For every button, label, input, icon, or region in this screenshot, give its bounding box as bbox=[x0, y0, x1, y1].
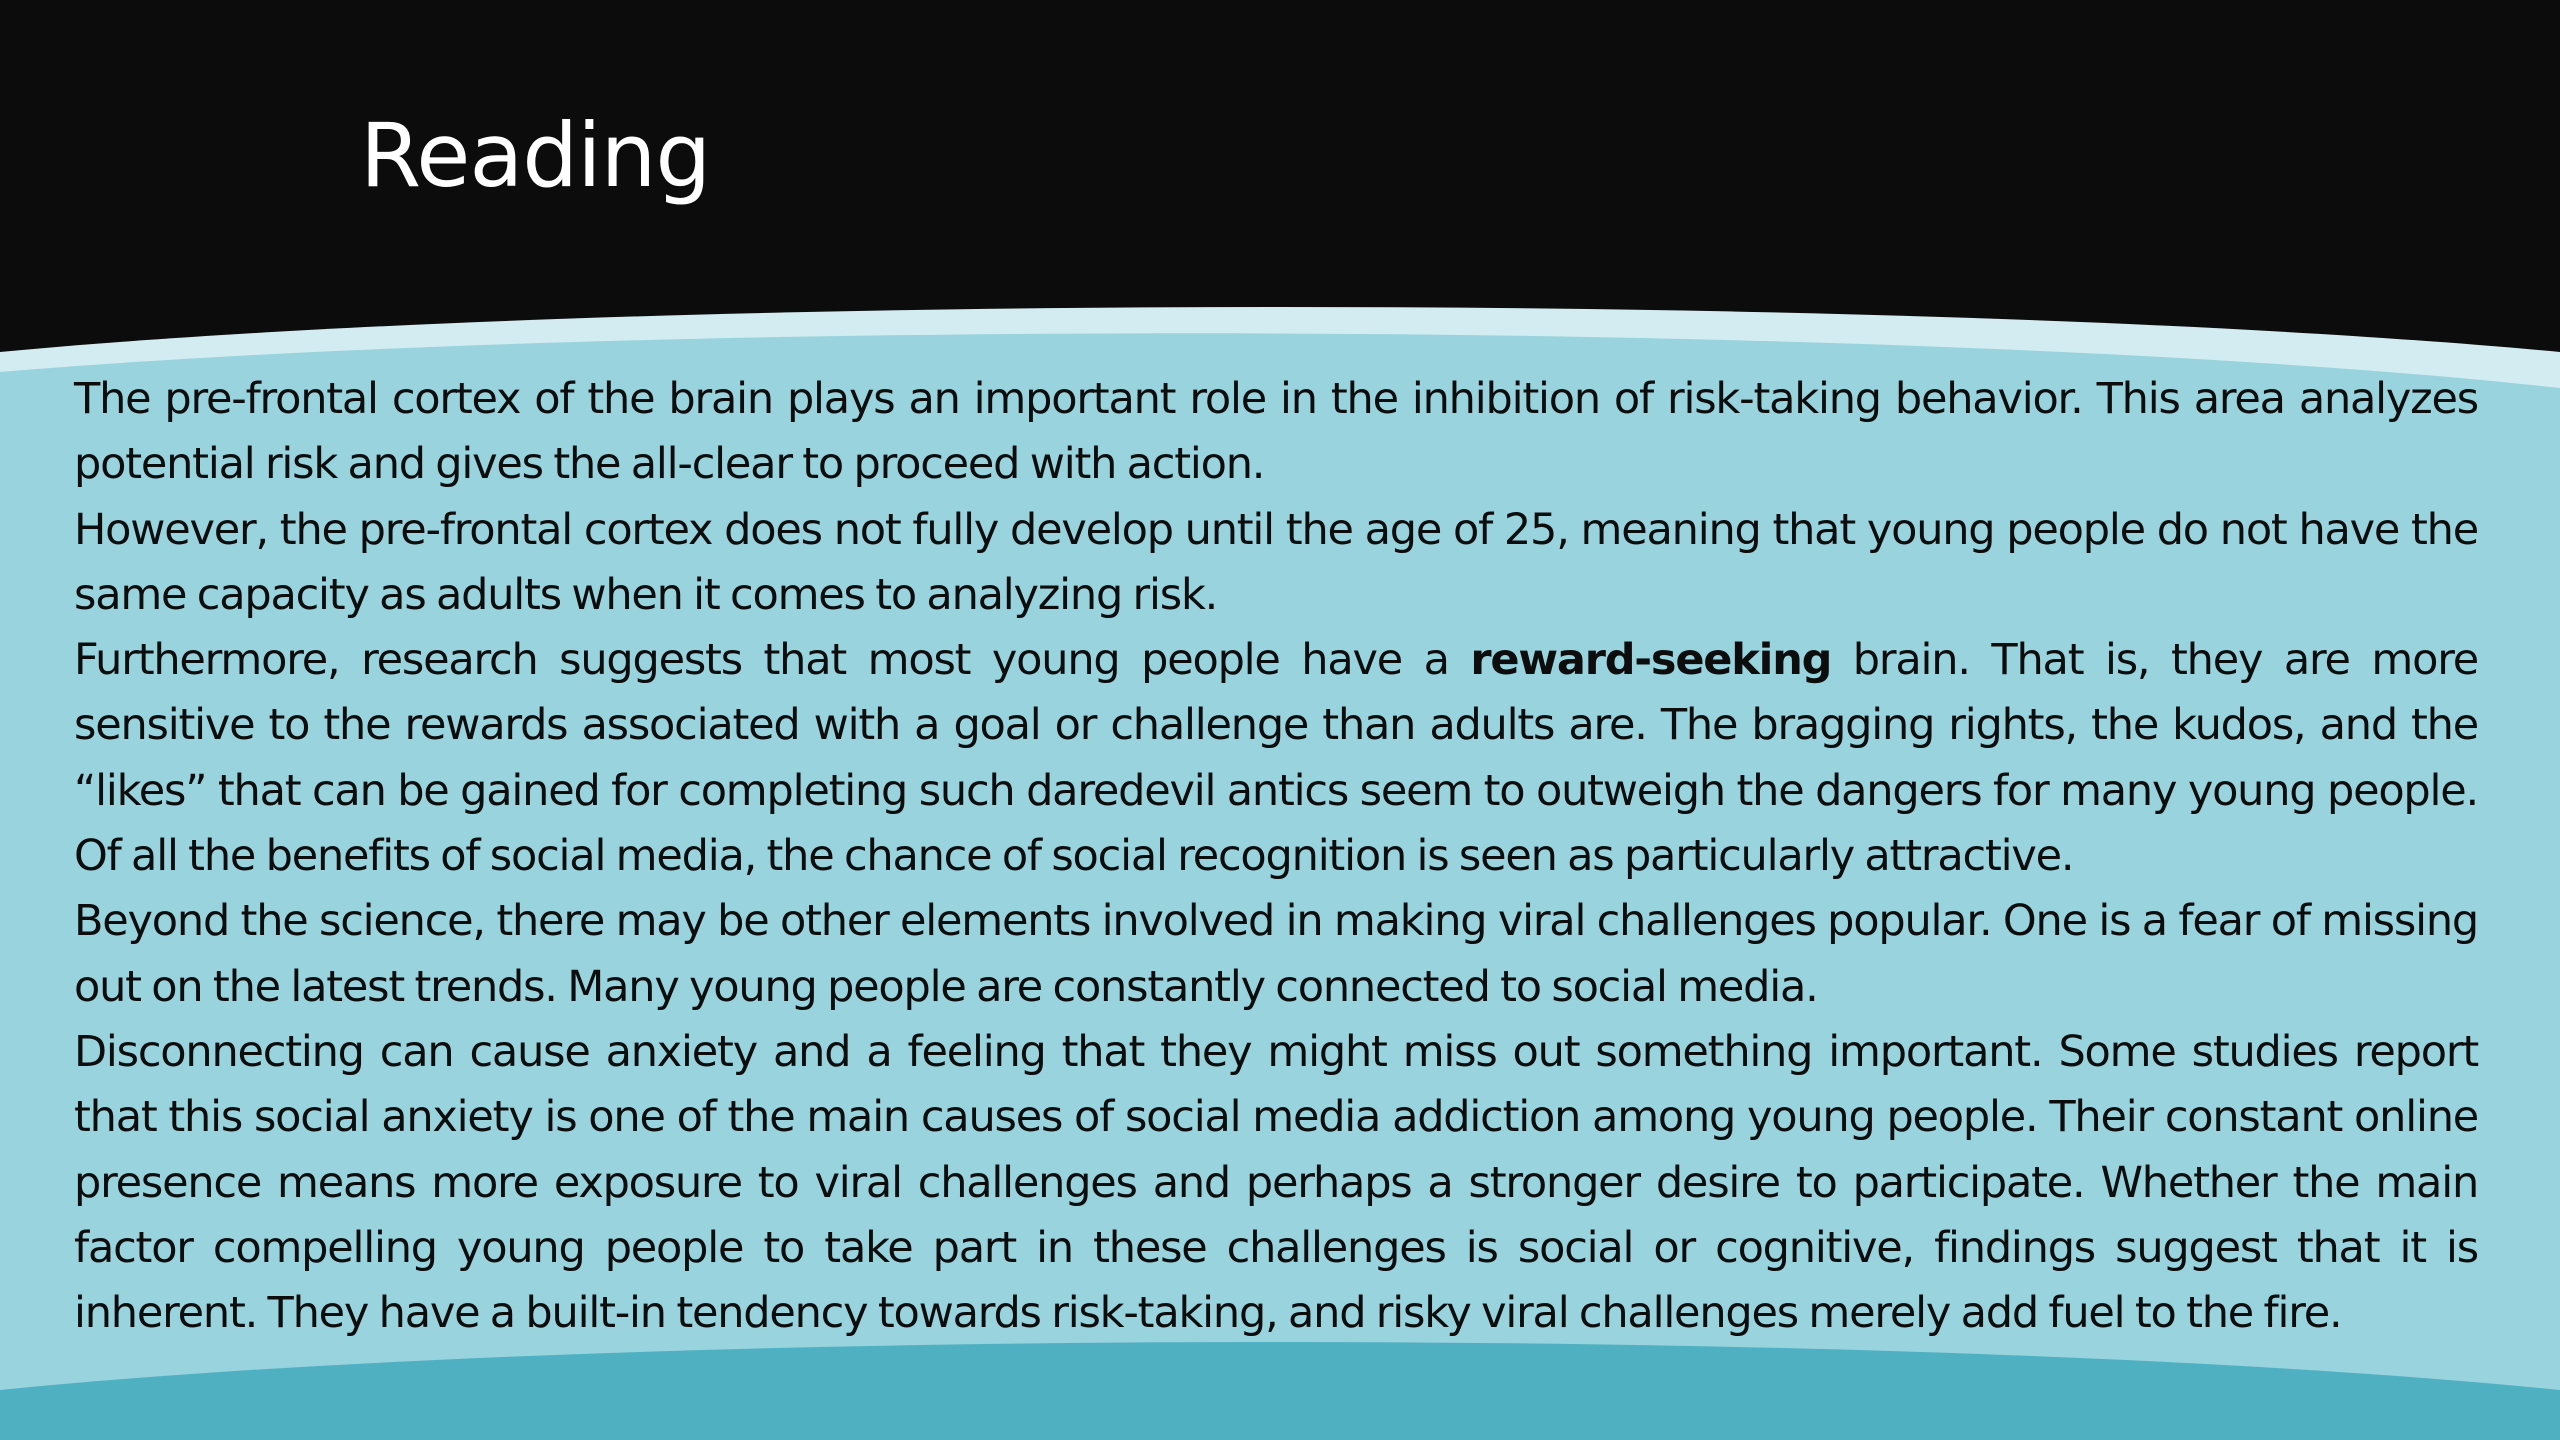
paragraph-reward-seeking-end: brain. That is, they are more sensitive to the rewards associated with a goal or challenge than adults are. The bragging rights, the kudos, and the “likes” that can be gained for completing such daredevil antics seem to outweigh the dangers for many young people. Of all the benefits of social media, the chance of social recognition is seen as particularly attractive. bbox=[74, 635, 2478, 882]
reading-passage bbox=[74, 367, 2478, 1346]
paragraph-prefrontal-cortex: The pre-frontal cortex of the brain plays an important role in the inhibition of risk-taking behavior. This area analyzes potential risk and gives the all-clear to proceed with action. bbox=[74, 374, 2478, 490]
reward-seeking-term: reward-seeking bbox=[1470, 635, 1832, 686]
paragraph-reward-seeking bbox=[74, 628, 2478, 889]
slide-title: Reading bbox=[360, 104, 711, 207]
paragraph-social-anxiety: Disconnecting can cause anxiety and a feeling that they might miss out something important. Some studies report that this social anxiety is one of the main causes of social media addiction among young people. Their constant online presence means more exposure to viral challenges and perhaps a stronger desire to participate. Whether the main factor compelling young people to take part in these challenges is social or cognitive, findings suggest that it is inherent. They have a built-in tendency towards risk-taking, and risky viral challenges merely add fuel to the fire. bbox=[74, 1026, 2478, 1339]
paragraph-fear-of-missing-out: Beyond the science, there may be other elements involved in making viral challenges popular. One is a fear of missing out on the latest trends. Many young people are constantly connected to social media. bbox=[74, 896, 2478, 1012]
paragraph-development-age: However, the pre-frontal cortex does not fully develop until the age of 25, meaning that young people do not have the same capacity as adults when it comes to analyzing risk. bbox=[74, 504, 2478, 620]
paragraph-reward-seeking-start: Furthermore, research suggests that most young people have a bbox=[74, 635, 1471, 686]
